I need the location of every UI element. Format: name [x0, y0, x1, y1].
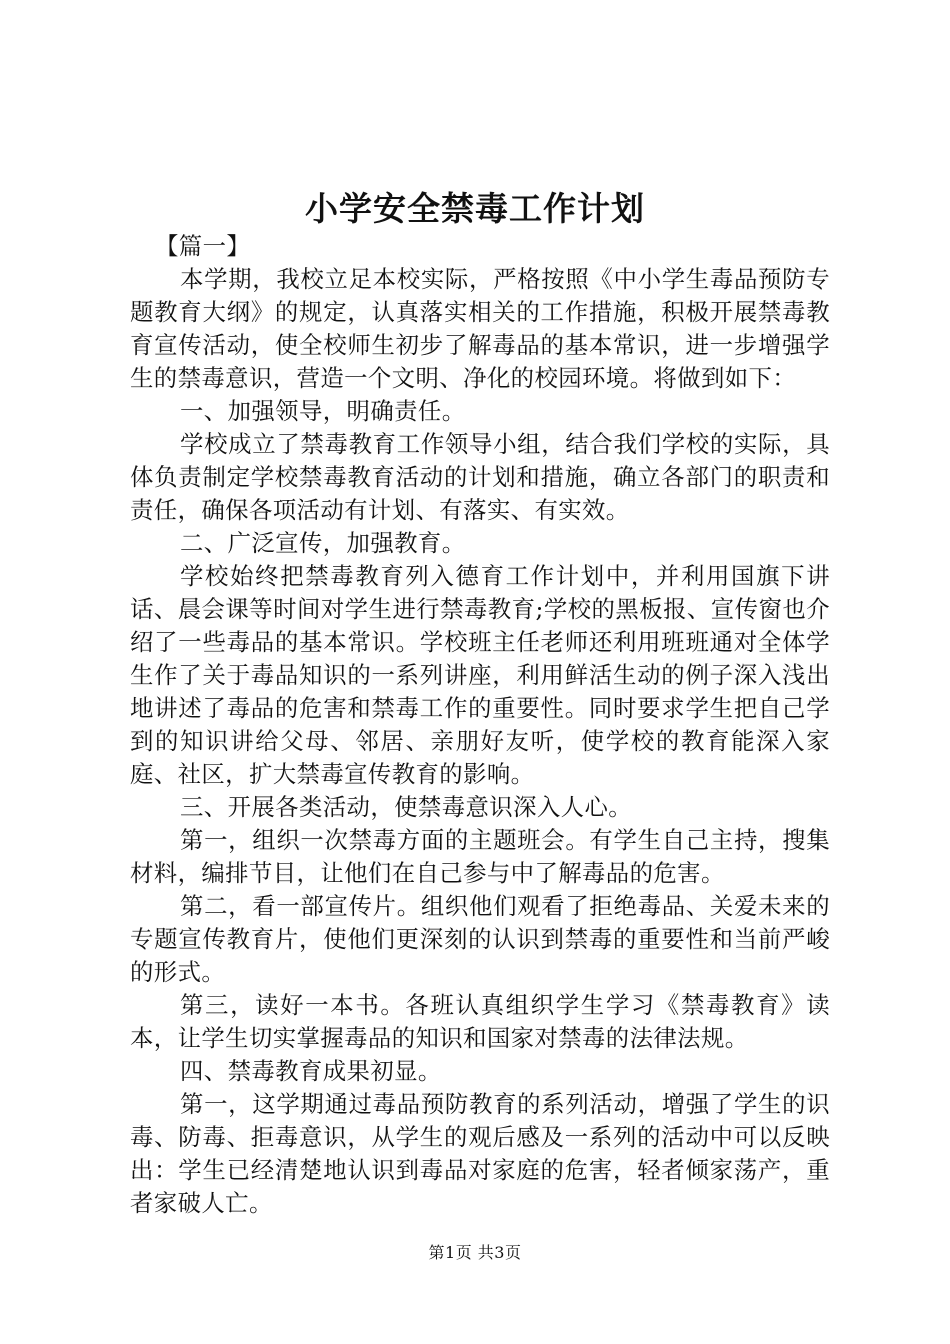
- page-footer: 第1页 共3页: [428, 1243, 522, 1262]
- paragraph-activity-1: 第一，组织一次禁毒方面的主题班会。有学生自己主持，搜集材料，编排节目，让他们在自己参与中了解毒品的危害。: [130, 826, 830, 887]
- paragraph-leadership: 学校成立了禁毒教育工作领导小组，结合我们学校的实际，具体负责制定学校禁毒教育活动的计划和措施，确立各部门的职责和责任，确保各项活动有计划、有落实、有实效。: [130, 430, 830, 524]
- paragraph-activity-3: 第三，读好一本书。各班认真组织学生学习《禁毒教育》读本，让学生切实掌握毒品的知识和国家对禁毒的法律法规。: [130, 991, 830, 1052]
- section-heading-4: 四、禁毒教育成果初显。: [180, 1057, 442, 1085]
- document-body: [130, 230, 830, 1220]
- paragraph-results-1: 第一，这学期通过毒品预防教育的系列活动，增强了学生的识毒、防毒、拒毒意识，从学生的观后感及一系列的活动中可以反映出：学生已经清楚地认识到毒品对家庭的危害，轻者倾家荡产，重者家破人亡。: [130, 1090, 830, 1217]
- document-title: 小学安全禁毒工作计划: [305, 189, 645, 228]
- paragraph-intro: 本学期，我校立足本校实际，严格按照《中小学生毒品预防专题教育大纲》的规定，认真落实相关的工作措施，积极开展禁毒教育宣传活动，使全校师生初步了解毒品的基本常识，进一步增强学生的禁毒意识，营造一个文明、净化的校园环境。将做到如下：: [130, 265, 830, 392]
- paragraph-activity-2: 第二，看一部宣传片。组织他们观看了拒绝毒品、关爱未来的专题宣传教育片，使他们更深刻的认识到禁毒的重要性和当前严峻的形式。: [130, 892, 830, 986]
- section-heading-1: 一、加强领导，明确责任。: [180, 397, 466, 425]
- paragraph-publicity: 学校始终把禁毒教育列入德育工作计划中，并利用国旗下讲话、晨会课等时间对学生进行禁毒教育;学校的黑板报、宣传窗也介绍了一些毒品的基本常识。学校班主任老师还利用班班通对全体学生作了关于毒品知识的一系列讲座，利用鲜活生动的例子深入浅出地讲述了毒品的危害和禁毒工作的重要性。同时要求学生把自己学到的知识讲给父母、邻居、亲朋好友听，使学校的教育能深入家庭、社区，扩大禁毒宣传教育的影响。: [130, 562, 830, 788]
- section-mark: 【篇一】: [155, 232, 251, 260]
- section-heading-3: 三、开展各类活动，使禁毒意识深入人心。: [180, 793, 633, 821]
- section-heading-2: 二、广泛宣传，加强教育。: [180, 529, 466, 557]
